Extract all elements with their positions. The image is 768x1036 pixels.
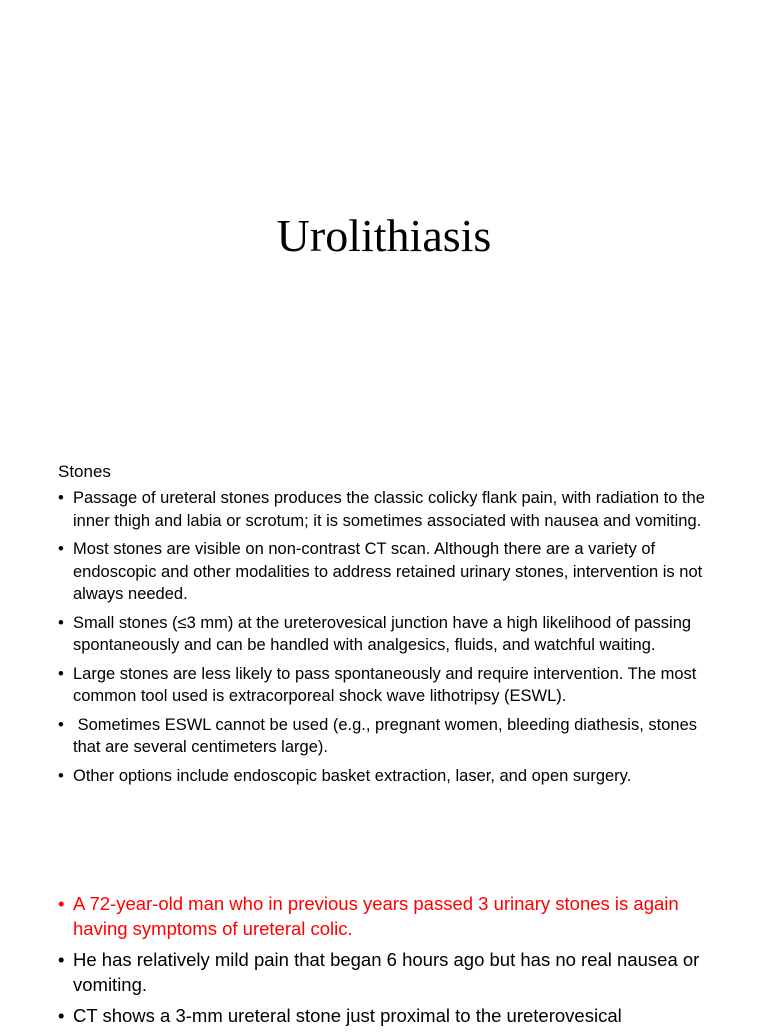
case-item [58, 1004, 738, 1029]
list-item-text: Large stones are less likely to pass spontaneously and require intervention. The most common tool used is extracorporeal shock wave lithotripsy (ESWL). [73, 664, 697, 705]
list-item [58, 538, 718, 606]
list-item [58, 487, 718, 532]
stones-bullet-list [58, 487, 718, 787]
bullet-icon: • [58, 489, 64, 507]
case-item-text: CT shows a 3-mm ureteral stone just proximal to the ureterovesical [73, 1005, 622, 1026]
list-item [58, 663, 718, 708]
list-item-text: Small stones (≤3 mm) at the ureterovesical junction have a high likelihood of passing spontaneously and can be handled with analgesics, fluids, and watchful waiting. [73, 613, 692, 654]
case-item-text: A 72-year-old man who in previous years passed 3 urinary stones is again having symptoms of ureteral colic. [73, 893, 679, 939]
case-section [58, 892, 738, 1036]
list-item-text: Other options include endoscopic basket extraction, laser, and open surgery. [73, 766, 632, 785]
list-item-text: Sometimes ESWL cannot be used (e.g., pregnant women, bleeding diathesis, stones that are several centimeters large). [73, 715, 702, 756]
case-bullet-list [58, 892, 738, 1029]
bullet-icon: • [58, 766, 64, 785]
list-item [58, 612, 718, 657]
bullet-icon: • [58, 949, 65, 970]
bullet-icon: • [58, 1005, 65, 1026]
case-item-highlighted [58, 892, 738, 941]
bullet-icon: • [58, 664, 64, 683]
section-heading: Stones [58, 462, 111, 481]
bullet-icon: • [58, 613, 64, 632]
list-item-text: Most stones are visible on non-contrast CT scan. Although there are a variety of endoscopic and other modalities to address retained urinary stones, intervention is not always needed. [73, 540, 703, 603]
bullet-icon: • [58, 540, 64, 558]
bullet-icon: • [58, 893, 65, 914]
stones-section [58, 460, 718, 793]
list-item [58, 765, 718, 788]
case-item-text: He has relatively mild pain that began 6 hours ago but has no real nausea or vomiting. [73, 949, 700, 995]
list-item [58, 714, 718, 759]
title-slide [0, 0, 768, 440]
page-title: Urolithiasis [276, 210, 492, 261]
bullet-icon: • [58, 715, 64, 734]
case-item [58, 948, 738, 997]
list-item-text: Passage of ureteral stones produces the classic colicky flank pain, with radiation to the inner thigh and labia or scrotum; it is sometimes associated with nausea and vomiting. [73, 489, 705, 530]
